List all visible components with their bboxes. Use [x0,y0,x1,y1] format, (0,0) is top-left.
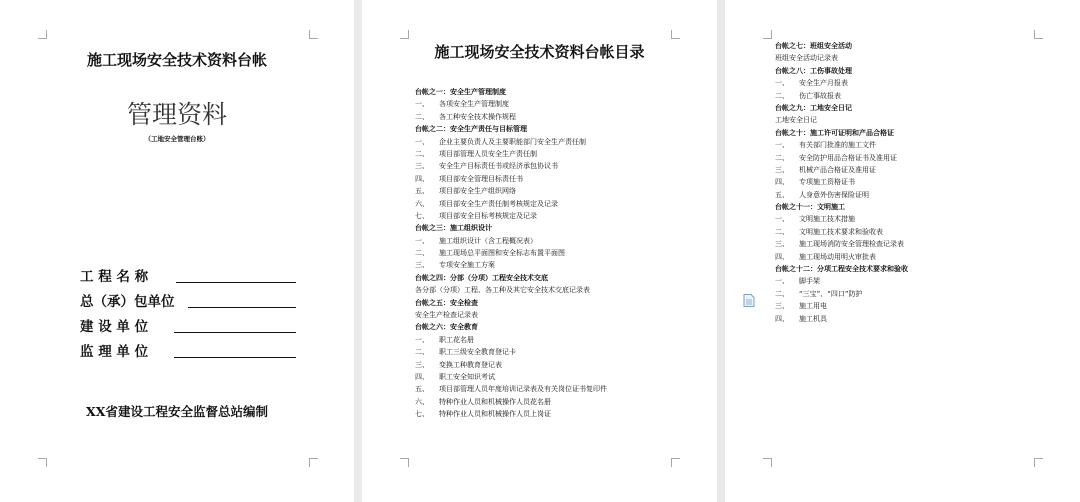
toc-entry-number: 七、 [415,410,429,419]
project-name-field[interactable] [80,262,296,287]
toc-entry-number: 七、 [415,211,429,220]
toc-entry [775,77,1060,89]
field-blank[interactable] [176,282,296,283]
toc-section-heading [415,222,700,234]
toc-entry-number: 四、 [415,372,429,381]
toc-entry-number: 一、 [415,137,429,146]
toc-entry-text: 文明施工技术要求和验收表 [799,227,883,236]
toc-entry-number: 二、 [415,149,429,158]
field-label: 监 理 单 位 [80,344,149,360]
toc-entry-text: 特种作业人员和机械操作人员花名册 [439,397,551,406]
toc-entry-text: 安全防护用品合格证书及准用证 [799,153,897,162]
toc-entry [415,210,700,222]
toc-list [415,86,700,421]
cover-page [0,0,354,502]
toc-entry-number: 三、 [415,261,429,270]
field-label: 总（承）包单位 [80,294,175,310]
toc-entry [775,288,1060,300]
cover-footer: XX省建设工程安全监督总站编制 [86,404,268,419]
margin-mark [671,30,680,39]
toc-entry-number: 六、 [415,199,429,208]
toc-entry-number: 二、 [775,91,789,100]
toc-entry-text: 各分部（分项）工程、各工种及其它安全技术交底记录表 [415,286,590,295]
toc-entry-number: 三、 [775,302,789,311]
toc-entry-number: 二、 [415,112,429,121]
toc-entry-text: 施工现场动用明火审批表 [799,252,876,261]
toc-entry-text: 特种作业人员和机械操作人员上岗证 [439,410,551,419]
margin-mark [38,30,47,39]
toc-entry-text: 企业主要负责人及主要职能部门安全生产责任制 [439,137,586,146]
toc-entry-number: 三、 [775,240,789,249]
toc-entry-number: 二、 [415,249,429,258]
toc-entry-number: 一、 [415,335,429,344]
toc-entry-text: 项目部管理人员年度培训记录表及有关岗位证书复印件 [439,385,607,394]
toc-entry [415,309,700,321]
toc-entry-text: 职工安全知识考试 [439,372,495,381]
toc-entry [775,90,1060,102]
toc-page-2 [725,0,1080,502]
toc-entry-text: 项目部管理人员安全生产责任制 [439,149,537,158]
toc-entry-text: 变换工种教育登记表 [439,360,502,369]
toc-entry [775,189,1060,201]
toc-entry-text: 施工组织设计（含工程概况表） [439,236,537,245]
toc-entry [775,213,1060,225]
toc-entry-text: 项目部安全生产组织网络 [439,187,516,196]
toc-entry-number: 四、 [775,314,789,323]
toc-entry-number: 五、 [775,190,789,199]
margin-mark [1034,458,1043,467]
toc-list [775,40,1060,325]
toc-entry [415,408,700,420]
toc-entry-number: 一、 [415,236,429,245]
owner-unit-field[interactable] [80,312,296,337]
toc-entry-text: 施工现场消防安全管理检查记录表 [799,240,904,249]
toc-entry-text: 脚手架 [799,277,820,286]
toc-entry-text: 台帐之三：施工组织设计 [415,224,492,233]
toc-entry-text: 班组安全活动记录表 [775,54,838,63]
toc-entry-text: 台帐之一：安全生产管理制度 [415,88,506,96]
toc-entry [415,383,700,395]
margin-mark [309,30,318,39]
toc-entry-text: 台帐之八：工伤事故处理 [775,66,852,75]
toc-entry [775,238,1060,250]
toc-entry-text: 安全生产检查记录表 [415,311,478,320]
field-label: 工 程 名 称 [80,269,149,285]
margin-mark [763,458,772,467]
toc-entry [775,52,1060,64]
toc-entry [415,346,700,358]
field-blank[interactable] [174,332,296,333]
margin-mark [400,458,409,467]
toc-entry-number: 五、 [415,385,429,394]
toc-entry-number: 二、 [775,153,789,162]
margin-mark [309,458,318,467]
toc-entry-text: 职工花名册 [439,335,474,344]
toc-entry [775,275,1060,287]
toc-section-heading [775,127,1060,139]
toc-entry [415,160,700,172]
toc-entry [775,251,1060,263]
toc-entry-text: 施工机具 [799,314,827,323]
toc-entry-text: 项目部安全生产责任制考核规定及记录 [439,199,558,208]
toc-entry-number: 五、 [415,187,429,196]
toc-entry [775,313,1060,325]
toc-entry-text: 台帐之十一：文明施工 [775,203,845,212]
toc-entry [415,334,700,346]
toc-entry [415,173,700,185]
cover-title: 施工现场安全技术资料台帐 [86,51,267,69]
toc-entry-number: 四、 [775,178,789,187]
toc-entry [415,148,700,160]
toc-entry-text: 机械产品合格证及准用证 [799,165,876,174]
margin-mark [400,30,409,39]
toc-entry-number: 二、 [775,289,789,298]
toc-entry-number: 一、 [415,100,429,109]
supervisor-unit-field[interactable] [80,337,296,362]
margin-mark [763,30,772,39]
toc-section-heading [775,201,1060,213]
toc-section-heading [415,123,700,135]
toc-entry-number: 二、 [415,348,429,357]
toc-entry [415,98,700,110]
toc-entry [775,226,1060,238]
toc-section-heading [415,321,700,333]
toc-section-heading [775,263,1060,275]
toc-entry [415,111,700,123]
toc-entry-text: 台帐之二：安全生产责任与目标管理 [415,125,527,134]
toc-entry-text: 安全生产目标责任书或经济承包协议书 [439,162,558,171]
toc-entry-number: 一、 [775,141,789,150]
toc-entry-text: 有关部门批准的施工文件 [799,141,876,150]
field-blank[interactable] [174,357,296,358]
toc-entry-number: 四、 [415,174,429,183]
toc-entry [775,176,1060,188]
toc-entry-text: 台帐之六：安全教育 [415,323,478,332]
toc-entry-number: 三、 [775,165,789,174]
toc-entry [775,300,1060,312]
toc-entry-text: 台帐之四：分部（分项）工程安全技术交底 [415,273,548,282]
contractor-field[interactable] [80,287,296,312]
toc-entry-number: 六、 [415,397,429,406]
toc-entry-number: 一、 [775,277,789,286]
toc-section-heading [775,40,1060,52]
toc-entry [415,247,700,259]
toc-title: 施工现场安全技术资料台帐目录 [434,43,645,61]
toc-section-heading [775,65,1060,77]
toc-section-heading [775,102,1060,114]
document-icon[interactable] [743,294,755,307]
toc-section-heading [415,272,700,284]
toc-entry-number: 一、 [775,79,789,88]
toc-entry-text: 台帐之十二：分项工程安全技术要求和验收 [775,265,908,274]
toc-entry-number: 三、 [415,162,429,171]
toc-entry-text: 各项安全生产管理制度 [439,100,509,109]
toc-entry [415,396,700,408]
cover-fields [80,262,296,362]
toc-entry [775,152,1060,164]
margin-mark [1034,30,1043,39]
toc-section-heading [415,297,700,309]
toc-entry-text: 工地安全日记 [775,116,817,125]
toc-entry-text: 项目部安全管理目标责任书 [439,174,523,183]
toc-entry-text: 各工种安全技术操作规程 [439,112,516,121]
toc-entry [775,114,1060,126]
toc-entry-number: 二、 [775,227,789,236]
toc-entry [415,371,700,383]
toc-section-heading [415,86,700,98]
field-blank[interactable] [188,307,296,308]
toc-entry-text: 台帐之七：班组安全活动 [775,42,852,50]
toc-entry-text: 台帐之五：安全检查 [415,298,478,307]
toc-entry-text: 项目部安全目标考核规定及记录 [439,211,537,220]
toc-entry-text: “三宝”、“四口”防护 [799,289,863,298]
toc-entry-text: 台帐之十：施工许可证明和产品合格证 [775,128,894,137]
toc-entry [415,136,700,148]
field-label: 建 设 单 位 [80,319,149,335]
toc-entry [415,284,700,296]
toc-entry [415,198,700,210]
toc-entry [415,259,700,271]
cover-heading: 管理资料 [126,100,227,129]
toc-entry-text: 专项施工资格证书 [799,178,855,187]
toc-entry-text: 施工用电 [799,302,827,311]
cover-subtitle: （工地安全管理台账） [144,135,210,143]
toc-entry-text: 安全生产月报表 [799,79,848,88]
toc-entry [415,359,700,371]
toc-entry-text: 文明施工技术措施 [799,215,855,224]
toc-entry-number: 三、 [415,360,429,369]
toc-entry [415,185,700,197]
toc-entry [415,235,700,247]
margin-mark [38,458,47,467]
margin-mark [671,458,680,467]
toc-entry-number: 一、 [775,215,789,224]
toc-entry-number: 四、 [775,252,789,261]
toc-entry-text: 人身意外伤害保险证明 [799,190,869,199]
toc-page-1 [362,0,717,502]
toc-entry-text: 职工三级安全教育登记卡 [439,348,516,357]
toc-entry-text: 专项安全施工方案 [439,261,495,270]
toc-entry-text: 施工现场总平面图和安全标志布置平面图 [439,249,565,258]
toc-entry-text: 伤亡事故报表 [799,91,841,100]
toc-entry [775,164,1060,176]
toc-entry [775,139,1060,151]
toc-entry-text: 台帐之九：工地安全日记 [775,103,852,112]
